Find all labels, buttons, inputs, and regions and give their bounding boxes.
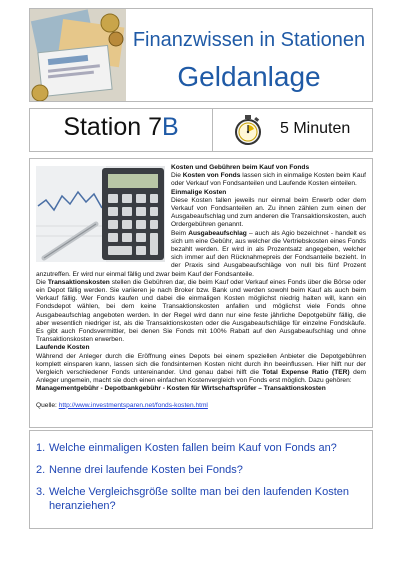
question-number: 1. [36,442,46,454]
question-text: Nenne drei laufende Kosten bei Fonds? [49,464,243,476]
laufend-text-1: Während der Anleger durch die Eröffnung eines Depots bei einem speziellen Anbieter die Depotgebühren komplett einsparen kann, lassen sich die fondsinternen Kosten nicht durch ihn beeinflussen. Hier hilft nur der Vergleich verschiedener Fonds untereinander. Und genau dabei hilft die [36,352,366,377]
gebuehren-list: Managementgebühr - Depotbankgebühr - Kosten für Wirtschaftsprüfer – Transaktionskosten [36,385,326,393]
stopwatch-icon [233,114,263,146]
trans-text-1: Die [36,278,48,286]
trans-bold: Transaktionskosten [47,278,110,286]
question-item [36,463,366,477]
content-box [29,158,373,428]
aufschlag-text-2: – auch als Agio bezeichnet - handelt es sich um eine Gebühr, aus welcher die Vertriebskosten eines Fonds bezahlt werden. Er wird in als Prozentsatz angegeben, welcher sich immer auf den Rücknahmepreis der Fondsanteile bezieht. In der Praxis sind Ausgabeaufschläge von null bis fünf Prozent anzutreffen. Er wird nur einmal fällig und zwar beim Kauf der Fondsanteile. [36,229,366,278]
laufend-bold: Total Expense Ratio (TER) [262,369,350,377]
question-item [36,485,366,513]
einmalig-heading: Einmalige Kosten [171,188,227,196]
source-link[interactable]: http://www.investmentsparen.net/fonds-kosten.html [58,401,208,409]
money-photo [30,9,126,101]
content-heading: Kosten und Gebühren beim Kauf von Fonds [171,164,310,171]
station-divider [212,109,213,151]
station-box [29,108,373,152]
laufend-text-2: dem Anleger ungemein, macht sie doch einen einfachen Kostenvergleich von Fonds erst möglich. Dazu gehören: [36,369,366,385]
question-item [36,441,366,455]
question-text: Welche Vergleichsgröße sollte man bei den laufenden Kosten heranziehen? [49,486,350,512]
header-box [29,8,373,102]
trans-text-2: stellen die Gebühren dar, die beim Kauf oder Verkauf eines Fonds über die Börse oder ein Depot fällig werden. Sie variieren je nach Broker bzw. Bank und werden sowohl beim Kauf als auch beim Verkauf fällig. Wer Fonds kaufen und dabei die einmaligen Kosten möglichst niedrig halten will, kann ein Fondsdepot wählen, bei dem keine Transaktionskosten anfallen und möglichst viele Fonds ohne Ausgabeaufschlag angeboten werden. In der Regel wird dann nur eine feste jährliche Depotgebühr fällig, die aber wesentlich niedriger ist, als die Transaktionskosten oder die Ausgabeaufschläge für einzelne Fondskäufe. Es gibt auch Fondsvermittler, bei denen Sie Fonds mit 100% Rabatt auf den Ausgabeaufschlag und ohne Transaktionskosten erwerben. [36,278,366,344]
question-number: 2. [36,464,46,476]
einmalig-text: Diese Kosten fallen jeweils nur einmal beim Erwerb oder dem Verkauf von Fondsanteilen an. Zu ihnen zählen zum einen der Ausgabeaufschlag und zum anderen die Transaktionskosten, auch Ordergebühren genannt. [171,196,366,229]
page-subtitle: Finanzwissen in Stationen [132,29,366,51]
aufschlag-text-1: Beim [171,229,189,237]
laufend-heading: Laufende Kosten [36,344,90,352]
source-label: Quelle: [36,401,59,409]
questions-box [29,430,373,529]
page-title: Geldanlage [177,61,321,92]
intro-text-2: lassen sich in einmalige Kosten beim Kauf oder Verkauf von Fondsanteilen und Laufende Kosten einteilen. [171,172,366,188]
intro-bold: Kosten von Fonds [182,172,241,180]
station-label [30,113,212,142]
intro-text-1: Die [171,172,183,180]
station-label-prefix: Station 7 [63,113,162,141]
calculator-chart-photo [36,166,165,262]
duration-label: 5 Minuten [280,120,351,137]
station-label-letter: B [162,113,179,141]
question-number: 3. [36,486,46,498]
aufschlag-bold: Ausgabeaufschlag [188,229,247,237]
question-text: Welche einmaligen Kosten fallen beim Kauf von Fonds an? [49,442,337,454]
